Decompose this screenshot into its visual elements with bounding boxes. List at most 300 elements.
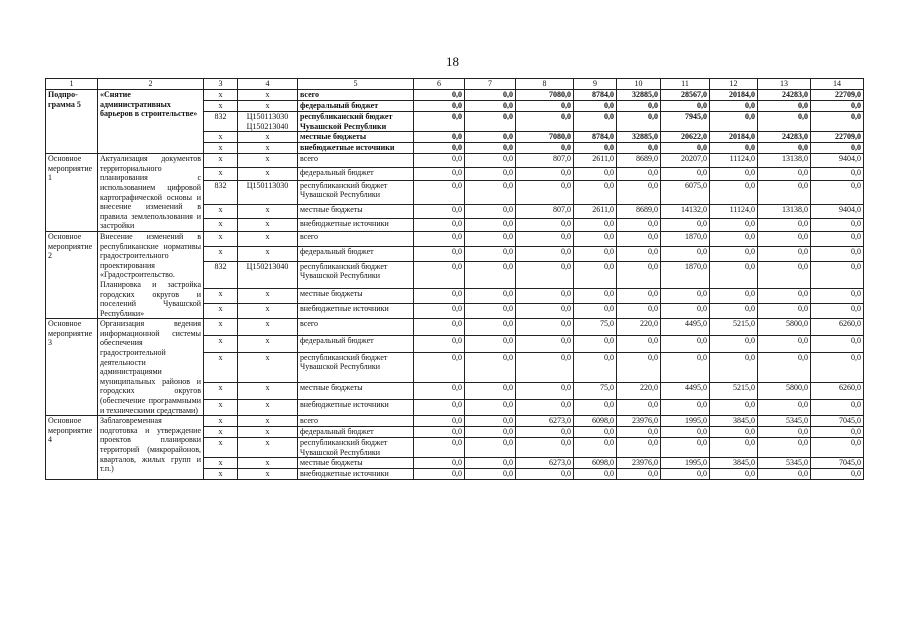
column-number: 9 [574,79,617,90]
amount-cell: 0,0 [414,289,465,304]
budget-code: x [238,438,298,458]
amount-cell: 0,0 [811,101,864,112]
amount-cell: 0,0 [758,289,811,304]
amount-cell: 0,0 [661,469,710,480]
amount-cell: 7945,0 [661,112,710,132]
amount-cell: 0,0 [465,458,516,469]
amount-cell: 0,0 [414,335,465,352]
budget-code: x [238,154,298,167]
amount-cell: 0,0 [661,352,710,382]
admin-code: x [204,469,238,480]
amount-cell: 0,0 [465,101,516,112]
admin-code: x [204,132,238,143]
amount-cell: 0,0 [758,231,811,246]
amount-cell: 0,0 [516,231,574,246]
amount-cell: 0,0 [465,261,516,288]
amount-cell: 5215,0 [710,319,758,336]
budget-code: x [238,246,298,261]
amount-cell: 8784,0 [574,90,617,101]
amount-cell: 7080,0 [516,90,574,101]
column-number: 7 [465,79,516,90]
amount-cell: 0,0 [414,438,465,458]
amount-cell: 0,0 [758,112,811,132]
amount-cell: 0,0 [414,132,465,143]
column-number: 3 [204,79,238,90]
table-row [46,231,864,246]
admin-code: x [204,352,238,382]
amount-cell: 0,0 [414,205,465,218]
program-title: «Снятие административных барьеров в строительстве» [98,90,204,154]
amount-cell: 0,0 [758,304,811,319]
funding-source: внебюджетные источники [298,218,414,231]
amount-cell: 0,0 [574,246,617,261]
amount-cell: 6273,0 [516,416,574,427]
amount-cell: 8784,0 [574,132,617,143]
funding-source: всего [298,319,414,336]
funding-source: внебюджетные источники [298,143,414,154]
amount-cell: 0,0 [710,289,758,304]
amount-cell: 5800,0 [758,382,811,399]
admin-code: x [204,416,238,427]
amount-cell: 0,0 [811,469,864,480]
amount-cell: 0,0 [811,335,864,352]
amount-cell: 0,0 [516,167,574,180]
column-number: 2 [98,79,204,90]
column-number-row [46,79,864,90]
amount-cell: 0,0 [811,427,864,438]
program-name: Подпро-грамма 5 [46,90,98,154]
amount-cell: 0,0 [414,319,465,336]
funding-source: республиканский бюджет Чувашской Республики [298,180,414,204]
amount-cell: 0,0 [414,399,465,416]
amount-cell: 0,0 [661,218,710,231]
admin-code: x [204,304,238,319]
amount-cell: 7045,0 [811,458,864,469]
budget-table [45,78,864,480]
amount-cell: 7080,0 [516,132,574,143]
amount-cell: 0,0 [710,180,758,204]
amount-cell: 0,0 [574,438,617,458]
amount-cell: 0,0 [414,246,465,261]
amount-cell: 75,0 [574,382,617,399]
amount-cell: 0,0 [710,427,758,438]
amount-cell: 0,0 [758,438,811,458]
amount-cell: 0,0 [710,304,758,319]
funding-source: всего [298,154,414,167]
amount-cell: 0,0 [414,143,465,154]
amount-cell: 0,0 [465,438,516,458]
amount-cell: 0,0 [758,261,811,288]
funding-source: федеральный бюджет [298,335,414,352]
amount-cell: 0,0 [661,143,710,154]
amount-cell: 0,0 [617,438,661,458]
amount-cell: 0,0 [710,261,758,288]
funding-source: местные бюджеты [298,132,414,143]
amount-cell: 0,0 [617,143,661,154]
budget-code: Ц150113030 [238,180,298,204]
amount-cell: 0,0 [811,218,864,231]
amount-cell: 0,0 [617,180,661,204]
amount-cell: 0,0 [516,319,574,336]
amount-cell: 0,0 [414,261,465,288]
admin-code: x [204,246,238,261]
amount-cell: 0,0 [465,289,516,304]
funding-source: внебюджетные источники [298,399,414,416]
amount-cell: 0,0 [811,304,864,319]
amount-cell: 3845,0 [710,416,758,427]
amount-cell: 0,0 [574,261,617,288]
budget-code: x [238,205,298,218]
budget-code: x [238,458,298,469]
amount-cell: 0,0 [516,289,574,304]
amount-cell: 0,0 [811,112,864,132]
table-row [46,90,864,101]
amount-cell: 0,0 [414,154,465,167]
amount-cell: 0,0 [414,416,465,427]
amount-cell: 0,0 [811,180,864,204]
amount-cell: 5345,0 [758,458,811,469]
admin-code: x [204,101,238,112]
funding-source: внебюджетные источники [298,304,414,319]
amount-cell: 0,0 [465,180,516,204]
amount-cell: 0,0 [758,399,811,416]
amount-cell: 0,0 [661,101,710,112]
amount-cell: 0,0 [465,469,516,480]
amount-cell: 0,0 [414,458,465,469]
amount-cell: 22709,0 [811,132,864,143]
amount-cell: 13138,0 [758,205,811,218]
budget-code: x [238,304,298,319]
amount-cell: 0,0 [661,438,710,458]
budget-code: x [238,132,298,143]
column-number: 14 [811,79,864,90]
amount-cell: 0,0 [516,427,574,438]
funding-source: местные бюджеты [298,205,414,218]
amount-cell: 0,0 [516,246,574,261]
amount-cell: 14132,0 [661,205,710,218]
column-number: 10 [617,79,661,90]
admin-code: x [204,335,238,352]
budget-code: x [238,319,298,336]
amount-cell: 0,0 [617,289,661,304]
amount-cell: 0,0 [617,246,661,261]
amount-cell: 0,0 [811,352,864,382]
amount-cell: 0,0 [710,399,758,416]
amount-cell: 23976,0 [617,416,661,427]
amount-cell: 0,0 [574,469,617,480]
amount-cell: 5345,0 [758,416,811,427]
amount-cell: 0,0 [465,112,516,132]
admin-code: x [204,399,238,416]
amount-cell: 4495,0 [661,319,710,336]
budget-code: x [238,427,298,438]
amount-cell: 0,0 [811,261,864,288]
amount-cell: 0,0 [661,335,710,352]
amount-cell: 0,0 [414,180,465,204]
admin-code: x [204,205,238,218]
amount-cell: 0,0 [574,101,617,112]
admin-code: x [204,90,238,101]
amount-cell: 6075,0 [661,180,710,204]
budget-code: x [238,416,298,427]
amount-cell: 0,0 [811,289,864,304]
program-title: Актуализация документов территориального планирования с использованием цифровой картографической основы и внесение изменений в правила землепользования и застройки [98,154,204,232]
program-title: Организация ведения информационной системы обеспечения градостроительной деятельности администрациями муниципальных районов и городских округов (обеспечение программными и техническими средствами) [98,319,204,416]
funding-source: внебюджетные источники [298,469,414,480]
column-number: 11 [661,79,710,90]
amount-cell: 0,0 [465,132,516,143]
table-row [46,319,864,336]
amount-cell: 32885,0 [617,90,661,101]
amount-cell: 0,0 [574,399,617,416]
amount-cell: 220,0 [617,319,661,336]
amount-cell: 20184,0 [710,90,758,101]
budget-code: x [238,382,298,399]
amount-cell: 5215,0 [710,382,758,399]
program-name: Основное мероприятие 2 [46,231,98,318]
admin-code: x [204,458,238,469]
amount-cell: 3845,0 [710,458,758,469]
admin-code: x [204,231,238,246]
admin-code: x [204,427,238,438]
amount-cell: 220,0 [617,382,661,399]
amount-cell: 0,0 [516,399,574,416]
admin-code: 832 [204,112,238,132]
amount-cell: 0,0 [465,427,516,438]
amount-cell: 0,0 [661,246,710,261]
amount-cell: 2611,0 [574,154,617,167]
budget-code: x [238,231,298,246]
page-number: 18 [446,54,459,69]
amount-cell: 0,0 [710,101,758,112]
amount-cell: 0,0 [617,427,661,438]
amount-cell: 0,0 [414,167,465,180]
amount-cell: 6098,0 [574,458,617,469]
program-name: Основное мероприятие 3 [46,319,98,416]
amount-cell: 0,0 [710,246,758,261]
budget-code: x [238,90,298,101]
amount-cell: 0,0 [758,352,811,382]
amount-cell: 0,0 [465,304,516,319]
amount-cell: 0,0 [516,112,574,132]
budget-code: x [238,352,298,382]
amount-cell: 0,0 [710,438,758,458]
funding-source: всего [298,231,414,246]
amount-cell: 0,0 [574,427,617,438]
amount-cell: 0,0 [574,289,617,304]
amount-cell: 0,0 [710,231,758,246]
budget-code: x [238,469,298,480]
admin-code: 832 [204,180,238,204]
amount-cell: 0,0 [574,231,617,246]
budget-code: x [238,335,298,352]
amount-cell: 1995,0 [661,416,710,427]
amount-cell: 75,0 [574,319,617,336]
amount-cell: 0,0 [414,218,465,231]
amount-cell: 0,0 [710,167,758,180]
amount-cell: 0,0 [661,289,710,304]
funding-source: местные бюджеты [298,289,414,304]
amount-cell: 0,0 [516,261,574,288]
amount-cell: 0,0 [617,261,661,288]
amount-cell: 2611,0 [574,205,617,218]
amount-cell: 0,0 [465,154,516,167]
amount-cell: 5800,0 [758,319,811,336]
budget-code: x [238,167,298,180]
amount-cell: 1870,0 [661,261,710,288]
amount-cell: 28567,0 [661,90,710,101]
table-row [46,154,864,167]
funding-source: республиканский бюджет Чувашской Республики [298,438,414,458]
amount-cell: 0,0 [811,167,864,180]
amount-cell: 0,0 [617,469,661,480]
budget-code: x [238,143,298,154]
admin-code: x [204,319,238,336]
column-number: 6 [414,79,465,90]
amount-cell: 0,0 [617,399,661,416]
amount-cell: 0,0 [414,112,465,132]
amount-cell: 0,0 [758,218,811,231]
amount-cell: 24283,0 [758,132,811,143]
amount-cell: 0,0 [414,469,465,480]
amount-cell: 11124,0 [710,154,758,167]
amount-cell: 0,0 [516,218,574,231]
funding-source: федеральный бюджет [298,246,414,261]
amount-cell: 0,0 [811,246,864,261]
amount-cell: 0,0 [617,352,661,382]
amount-cell: 0,0 [516,335,574,352]
amount-cell: 0,0 [617,218,661,231]
amount-cell: 0,0 [758,335,811,352]
amount-cell: 0,0 [710,469,758,480]
amount-cell: 0,0 [516,101,574,112]
budget-code: x [238,218,298,231]
amount-cell: 0,0 [758,246,811,261]
amount-cell: 0,0 [758,427,811,438]
amount-cell: 22709,0 [811,90,864,101]
program-name: Основное мероприятие 4 [46,416,98,480]
amount-cell: 0,0 [574,180,617,204]
amount-cell: 0,0 [811,438,864,458]
amount-cell: 0,0 [465,246,516,261]
amount-cell: 6098,0 [574,416,617,427]
column-number: 4 [238,79,298,90]
amount-cell: 0,0 [811,143,864,154]
amount-cell: 8689,0 [617,154,661,167]
budget-code: x [238,399,298,416]
amount-cell: 11124,0 [710,205,758,218]
program-title: Внесение изменений в республиканские нормативы градостроительного проектирования «Градостроительство. Планировка и застройка городских округов и поселений Чувашской Республики» [98,231,204,318]
amount-cell: 0,0 [516,180,574,204]
amount-cell: 1995,0 [661,458,710,469]
amount-cell: 0,0 [574,167,617,180]
amount-cell: 0,0 [574,304,617,319]
funding-source: всего [298,416,414,427]
column-number: 1 [46,79,98,90]
funding-source: всего [298,90,414,101]
amount-cell: 9404,0 [811,154,864,167]
amount-cell: 0,0 [516,143,574,154]
amount-cell: 32885,0 [617,132,661,143]
amount-cell: 0,0 [710,112,758,132]
admin-code: x [204,438,238,458]
amount-cell: 0,0 [617,335,661,352]
admin-code: x [204,289,238,304]
funding-source: республиканский бюджет Чувашской Республики [298,352,414,382]
amount-cell: 0,0 [661,304,710,319]
amount-cell: 6273,0 [516,458,574,469]
amount-cell: 807,0 [516,205,574,218]
amount-cell: 0,0 [574,352,617,382]
amount-cell: 0,0 [574,112,617,132]
amount-cell: 0,0 [465,352,516,382]
amount-cell: 0,0 [465,143,516,154]
amount-cell: 0,0 [617,167,661,180]
amount-cell: 0,0 [617,231,661,246]
amount-cell: 0,0 [811,399,864,416]
amount-cell: 1870,0 [661,231,710,246]
column-number: 5 [298,79,414,90]
program-name: Основное мероприятие 1 [46,154,98,232]
amount-cell: 0,0 [516,382,574,399]
table-row [46,416,864,427]
funding-source: местные бюджеты [298,382,414,399]
amount-cell: 0,0 [758,469,811,480]
amount-cell: 0,0 [414,90,465,101]
amount-cell: 0,0 [617,304,661,319]
amount-cell: 0,0 [710,218,758,231]
amount-cell: 13138,0 [758,154,811,167]
amount-cell: 20622,0 [661,132,710,143]
amount-cell: 0,0 [661,427,710,438]
amount-cell: 24283,0 [758,90,811,101]
amount-cell: 0,0 [758,167,811,180]
admin-code: x [204,167,238,180]
amount-cell: 0,0 [617,101,661,112]
amount-cell: 0,0 [758,180,811,204]
amount-cell: 4495,0 [661,382,710,399]
budget-code: Ц150113030 Ц150213040 [238,112,298,132]
amount-cell: 0,0 [414,427,465,438]
funding-source: республиканский бюджет Чувашской Республики [298,112,414,132]
amount-cell: 0,0 [516,469,574,480]
amount-cell: 9404,0 [811,205,864,218]
amount-cell: 0,0 [465,218,516,231]
program-title: Заблаговременная подготовка и утверждение проектов планировки территорий (микрорайонов, кварталов, жилых групп и т.п.) [98,416,204,480]
funding-source: федеральный бюджет [298,101,414,112]
amount-cell: 0,0 [414,101,465,112]
funding-source: федеральный бюджет [298,167,414,180]
amount-cell: 6260,0 [811,382,864,399]
amount-cell: 0,0 [516,352,574,382]
amount-cell: 0,0 [710,335,758,352]
amount-cell: 0,0 [516,438,574,458]
amount-cell: 20207,0 [661,154,710,167]
amount-cell: 8689,0 [617,205,661,218]
amount-cell: 0,0 [710,352,758,382]
amount-cell: 20184,0 [710,132,758,143]
amount-cell: 0,0 [811,231,864,246]
budget-code: x [238,101,298,112]
amount-cell: 0,0 [465,399,516,416]
funding-source: местные бюджеты [298,458,414,469]
budget-code: Ц150213040 [238,261,298,288]
amount-cell: 0,0 [758,101,811,112]
column-number: 8 [516,79,574,90]
funding-source: федеральный бюджет [298,427,414,438]
admin-code: 832 [204,261,238,288]
amount-cell: 0,0 [574,335,617,352]
